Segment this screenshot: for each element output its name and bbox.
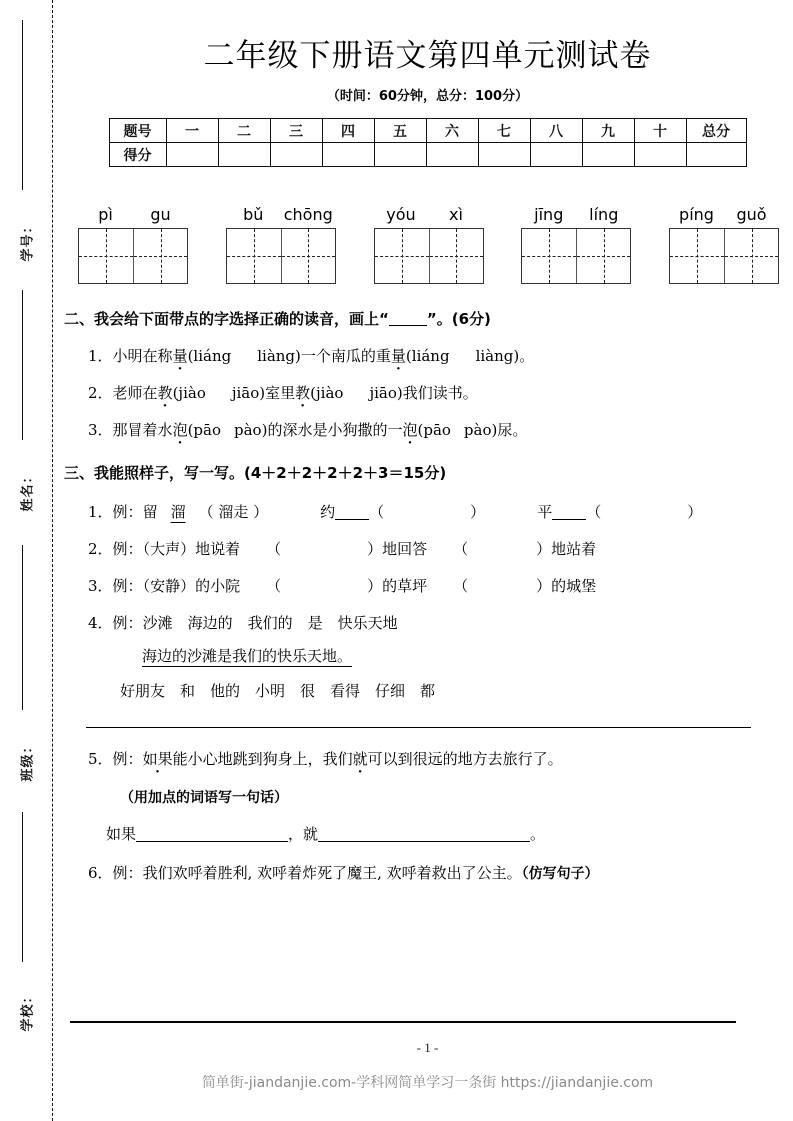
pinyin-option[interactable]: (pāo bbox=[417, 421, 451, 439]
item-number: 1． bbox=[88, 503, 113, 521]
sidebar-rule-2 bbox=[22, 290, 23, 440]
item-number: 6． bbox=[88, 864, 113, 882]
page-number: - 1 - bbox=[416, 1040, 439, 1055]
item-label: 例： bbox=[112, 750, 143, 768]
exam-sheet bbox=[62, 0, 793, 1121]
item-text-segment: 可以到很远的地方去旅行了。 bbox=[367, 750, 563, 768]
scrambled-words: 好朋友 和 他的 小明 很 看得 仔细 都 bbox=[120, 682, 436, 700]
score-table-container bbox=[62, 118, 793, 167]
sidebar-item-student-number bbox=[0, 200, 52, 280]
example-phrase: （大声）地说着 bbox=[142, 540, 241, 558]
prompt-char: 约 bbox=[320, 503, 336, 521]
question-3-item-5-note: （用加点的词语写一句话） bbox=[120, 790, 288, 806]
question-3-item-5 bbox=[88, 748, 793, 769]
item-number: 1． bbox=[88, 347, 113, 365]
item-note: （仿写句子） bbox=[521, 866, 599, 882]
sidebar-item-label: 学校： bbox=[20, 988, 36, 1032]
bottom-answer-rule[interactable] bbox=[70, 1021, 736, 1023]
pinyin-option[interactable]: (liáng bbox=[405, 347, 450, 365]
answer-blank-line[interactable] bbox=[335, 519, 369, 520]
item-text-segment: 能小心地跳到狗身上，我们 bbox=[172, 750, 353, 768]
blank-prefix: 如果 bbox=[106, 825, 137, 843]
tianzige-box[interactable] bbox=[79, 229, 133, 283]
item-text-segment: 尿 bbox=[497, 421, 513, 439]
item-text-segment: 一个南瓜的重 bbox=[300, 347, 391, 365]
pinyin-group-1 bbox=[78, 205, 188, 284]
question-3-item-1: 1．例：留 溜 （ 溜走 ） 约 （ ） 平 （ ） bbox=[88, 503, 703, 521]
dotted-word: 就 bbox=[352, 750, 368, 768]
table-cell: 三 bbox=[270, 119, 322, 143]
question-3-item-4 bbox=[88, 612, 793, 633]
dotted-character: 教 bbox=[295, 384, 311, 402]
pinyin-option[interactable]: jiāo) bbox=[231, 384, 266, 402]
sidebar-item-class bbox=[0, 720, 52, 800]
question-2-heading-prefix: 二、我会给下面带点的字选择正确的读音，画上“ bbox=[64, 310, 389, 328]
score-input-cell[interactable] bbox=[478, 143, 530, 167]
pinyin-syllable: bǔ bbox=[243, 205, 264, 224]
question-2-item-3 bbox=[88, 419, 793, 440]
score-input-cell[interactable] bbox=[218, 143, 270, 167]
dotted-character: 教 bbox=[157, 384, 173, 402]
pinyin-labels bbox=[669, 205, 779, 224]
question-2-heading-suffix: ”。(6分) bbox=[426, 310, 491, 328]
pinyin-option[interactable]: (pāo bbox=[187, 421, 222, 439]
item-text-segment: 老师在 bbox=[112, 384, 158, 402]
table-cell: 九 bbox=[582, 119, 634, 143]
heading-blank-line bbox=[389, 325, 427, 326]
example-answer: （ 溜走 ） bbox=[198, 503, 269, 521]
pinyin-group-5 bbox=[669, 205, 779, 284]
blank-suffix: ）的城堡 bbox=[536, 577, 597, 595]
question-3-item-5-blanks bbox=[106, 823, 793, 844]
item-text-segment: 那冒着水 bbox=[112, 421, 173, 439]
pinyin-syllable: yóu bbox=[386, 205, 416, 224]
pinyin-labels bbox=[78, 205, 188, 224]
table-cell: 一 bbox=[166, 119, 218, 143]
pinyin-option[interactable]: (liáng bbox=[187, 347, 232, 365]
item-label: 例： bbox=[112, 614, 143, 632]
table-cell: 十 bbox=[634, 119, 686, 143]
item-number: 4． bbox=[88, 614, 113, 632]
pinyin-option[interactable]: liàng) bbox=[257, 347, 301, 365]
question-3-heading: 三、我能照样子，写一写。(4＋2＋2＋2＋2＋3＝15分) bbox=[64, 464, 447, 482]
tianzige-box[interactable] bbox=[429, 229, 483, 283]
item-text-segment: 的深水是小狗撒的一 bbox=[267, 421, 403, 439]
watermark-footer: 简单街-jiandanjie.com-学科网简单学习一条街 https://jiandanjie.com bbox=[201, 1075, 654, 1091]
scrambled-words-example: 沙滩 海边的 我们的 是 快乐天地 bbox=[142, 614, 398, 632]
blank-suffix: ）地站着 bbox=[536, 540, 597, 558]
sidebar-item-name bbox=[0, 450, 52, 530]
item-number: 5． bbox=[88, 750, 113, 768]
sidebar-item-label: 姓名： bbox=[20, 468, 36, 512]
item-number: 3． bbox=[88, 577, 113, 595]
score-input-cell[interactable] bbox=[322, 143, 374, 167]
question-2-heading bbox=[64, 308, 793, 329]
sidebar-rule-1 bbox=[22, 20, 23, 190]
example-base-char: 留 bbox=[142, 503, 158, 521]
pinyin-labels bbox=[226, 205, 336, 224]
sidebar-item-label: 班级： bbox=[20, 738, 36, 782]
page-title: 二年级下册语文第四单元测试卷 bbox=[203, 38, 652, 74]
score-input-cell[interactable] bbox=[270, 143, 322, 167]
binding-sidebar bbox=[0, 0, 62, 1121]
pinyin-syllable: chōng bbox=[283, 205, 333, 224]
sidebar-item-school bbox=[0, 970, 52, 1050]
answer-blank-line[interactable] bbox=[136, 841, 288, 842]
score-input-cell[interactable] bbox=[530, 143, 582, 167]
question-2-item-1 bbox=[88, 345, 793, 366]
answer-blank-line[interactable] bbox=[552, 519, 586, 520]
table-row bbox=[109, 143, 746, 167]
question-3-item-4-scramble bbox=[120, 680, 793, 701]
table-row bbox=[109, 119, 746, 143]
pinyin-syllable: xì bbox=[449, 205, 463, 224]
pinyin-syllable: jīng bbox=[534, 205, 564, 224]
item-label: 例： bbox=[112, 577, 143, 595]
table-cell: 四 bbox=[322, 119, 374, 143]
table-cell-total-header: 总分 bbox=[686, 119, 746, 143]
example-phrase: （安静）的小院 bbox=[142, 577, 241, 595]
score-input-cell[interactable] bbox=[166, 143, 218, 167]
pinyin-syllable: gu bbox=[150, 205, 171, 224]
tianzige-box[interactable] bbox=[724, 229, 778, 283]
pinyin-syllable: guǒ bbox=[736, 205, 767, 224]
pinyin-writing-section bbox=[78, 205, 779, 284]
item-end-punct: 。 bbox=[462, 384, 478, 402]
dotted-character: 泡 bbox=[172, 421, 188, 439]
question-3-item-6 bbox=[88, 862, 793, 883]
question-2-item-2 bbox=[88, 382, 793, 403]
score-table bbox=[109, 118, 747, 167]
pinyin-syllable: líng bbox=[589, 205, 619, 224]
question-3-item-3: 3．例：（安静）的小院 （ ）的草坪 （ ）的城堡 bbox=[88, 577, 597, 595]
item-text-segment: 小明在称 bbox=[112, 347, 173, 365]
table-cell: 六 bbox=[426, 119, 478, 143]
answer-rule-item-4[interactable] bbox=[86, 727, 751, 728]
example-word: 溜 bbox=[170, 503, 186, 521]
item-number: 2． bbox=[88, 540, 113, 558]
example-sentence: 我们欢呼着胜利, 欢呼着炸死了魔王, 欢呼着救出了公主。 bbox=[142, 864, 522, 882]
tianzige-box[interactable] bbox=[133, 229, 187, 283]
blank-end-punct: 。 bbox=[530, 825, 546, 843]
blank-suffix: ）地回答 bbox=[367, 540, 428, 558]
sidebar-rule-3 bbox=[22, 545, 23, 710]
pinyin-option[interactable]: (jiào bbox=[310, 384, 344, 402]
score-input-cell-total[interactable] bbox=[686, 143, 746, 167]
pinyin-option[interactable]: liàng) bbox=[475, 347, 520, 365]
prompt-char: 平 bbox=[537, 503, 553, 521]
item-label: 例： bbox=[112, 864, 143, 882]
sidebar-dashed-fold-line bbox=[52, 0, 53, 1121]
table-cell-header-label: 题号 bbox=[109, 119, 166, 143]
pinyin-option[interactable]: jiāo) bbox=[369, 384, 403, 402]
question-3-item-4-answer bbox=[142, 645, 793, 666]
item-text-segment: 室里 bbox=[265, 384, 296, 402]
pinyin-option[interactable]: (jiào bbox=[172, 384, 206, 402]
blank-suffix: ）的草坪 bbox=[367, 577, 428, 595]
pinyin-labels bbox=[374, 205, 484, 224]
tianzige-box[interactable] bbox=[522, 229, 576, 283]
pinyin-option[interactable]: pào) bbox=[234, 421, 268, 439]
blank-middle: ，就 bbox=[288, 825, 319, 843]
score-input-cell[interactable] bbox=[426, 143, 478, 167]
item-label: 例： bbox=[112, 540, 143, 558]
pinyin-labels bbox=[521, 205, 631, 224]
item-end-punct: 。 bbox=[512, 421, 528, 439]
tianzige-box[interactable] bbox=[375, 229, 429, 283]
tianzige-pair bbox=[374, 228, 484, 284]
dotted-character: 量 bbox=[172, 347, 188, 365]
tianzige-pair bbox=[78, 228, 188, 284]
item-end-punct: 。 bbox=[519, 347, 535, 365]
answer-blank-line[interactable] bbox=[318, 841, 530, 842]
example-answer-sentence: 海边的沙滩是我们的快乐天地。 bbox=[142, 647, 353, 665]
tianzige-pair bbox=[226, 228, 336, 284]
pinyin-syllable: pì bbox=[98, 205, 113, 224]
dotted-character: 量 bbox=[390, 347, 406, 365]
table-cell: 五 bbox=[374, 119, 426, 143]
dotted-word: 如果 bbox=[142, 750, 173, 768]
tianzige-pair bbox=[669, 228, 779, 284]
sidebar-item-label: 学号： bbox=[20, 218, 36, 262]
score-input-cell[interactable] bbox=[582, 143, 634, 167]
pinyin-group-3 bbox=[374, 205, 484, 284]
sidebar-rule-4 bbox=[22, 812, 23, 962]
pinyin-group-4 bbox=[521, 205, 631, 284]
table-cell: 七 bbox=[478, 119, 530, 143]
question-3-item-2: 2．例：（大声）地说着 （ ）地回答 （ ）地站着 bbox=[88, 540, 597, 558]
tianzige-box[interactable] bbox=[576, 229, 630, 283]
dotted-character: 泡 bbox=[402, 421, 418, 439]
item-label: 例： bbox=[112, 503, 143, 521]
table-cell: 二 bbox=[218, 119, 270, 143]
item-text-segment: 我们读书 bbox=[402, 384, 463, 402]
pinyin-syllable: píng bbox=[679, 205, 714, 224]
tianzige-box[interactable] bbox=[670, 229, 724, 283]
item-number: 2． bbox=[88, 384, 113, 402]
item-number: 3． bbox=[88, 421, 113, 439]
pinyin-option[interactable]: pào) bbox=[463, 421, 498, 439]
score-input-cell[interactable] bbox=[374, 143, 426, 167]
table-cell-header-label: 得分 bbox=[109, 143, 166, 167]
pinyin-group-2 bbox=[226, 205, 336, 284]
exam-subtitle: （时间：60分钟，总分：100分） bbox=[326, 89, 529, 104]
tianzige-box[interactable] bbox=[281, 229, 335, 283]
tianzige-pair bbox=[521, 228, 631, 284]
score-input-cell[interactable] bbox=[634, 143, 686, 167]
tianzige-box[interactable] bbox=[227, 229, 281, 283]
table-cell: 八 bbox=[530, 119, 582, 143]
